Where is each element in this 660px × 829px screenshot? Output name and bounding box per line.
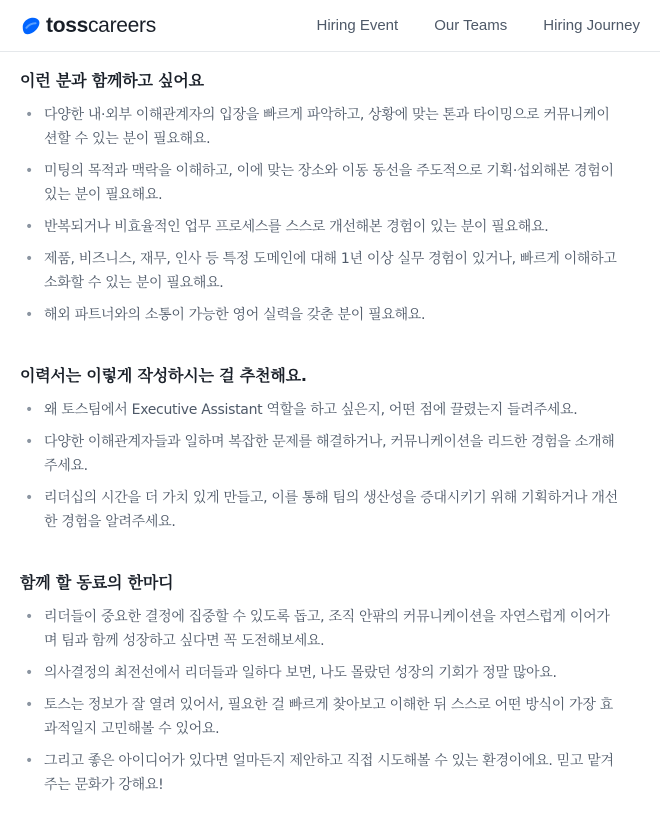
list-item: • 반복되거나 비효율적인 업무 프로세스를 스스로 개선해본 경험이 있는 분이 필요해요.: [20, 215, 620, 239]
list-item: • 다양한 내·외부 이해관계자의 입장을 빠르게 파악하고, 상황에 맞는 톤과 타이밍으로 커뮤니케이션할 수 있는 분이 필요해요.: [20, 103, 620, 151]
list-item: • 다양한 이해관계자들과 일하며 복잡한 문제를 해결하거나, 커뮤니케이션을 리드한 경험을 소개해주세요.: [20, 430, 620, 478]
list-item: • 리더십의 시간을 더 가치 있게 만들고, 이를 통해 팀의 생산성을 증대시키기 위해 기획하거나 개선한 경험을 알려주세요.: [20, 486, 620, 534]
job-description: [0, 52, 660, 797]
nav-our-teams[interactable]: Our Teams: [434, 17, 508, 34]
colleague-quotes-list: [20, 605, 640, 797]
top-header: [0, 0, 660, 52]
section-colleague-words: [20, 570, 640, 797]
list-item: • 해외 파트너와의 소통이 가능한 영어 실력을 갖춘 분이 필요해요.: [20, 303, 620, 327]
list-item: • 의사결정의 최전선에서 리더들과 일하다 보면, 나도 몰랐던 성장의 기회가 정말 많아요.: [20, 661, 620, 685]
section-title: 이력서는 이렇게 작성하시는 걸 추천해요.: [20, 366, 307, 385]
list-item: • 미팅의 목적과 맥락을 이해하고, 이에 맞는 장소와 이동 동선을 주도적으로 기획·섭외해본 경험이 있는 분이 필요해요.: [20, 159, 620, 207]
list-item: • 토스는 정보가 잘 열려 있어서, 필요한 걸 빠르게 찾아보고 이해한 뒤 스스로 어떤 방식이 가장 효과적일지 고민해볼 수 있어요.: [20, 693, 620, 741]
section-resume-tips: [20, 363, 640, 534]
section-ideal-candidate: [20, 68, 640, 327]
section-title: 이런 분과 함께하고 싶어요: [20, 71, 204, 90]
main-nav: [316, 17, 640, 34]
list-item: • 제품, 비즈니스, 재무, 인사 등 특정 도메인에 대해 1년 이상 실무 경험이 있거나, 빠르게 이해하고 소화할 수 있는 분이 필요해요.: [20, 247, 620, 295]
section-title: 함께 할 동료의 한마디: [20, 573, 174, 592]
resume-tips-list: [20, 398, 640, 534]
list-item: • 리더들이 중요한 결정에 집중할 수 있도록 돕고, 조직 안팎의 커뮤니케이션을 자연스럽게 이어가며 팀과 함께 성장하고 싶다면 꼭 도전해보세요.: [20, 605, 620, 653]
list-item: • 그리고 좋은 아이디어가 있다면 얼마든지 제안하고 직접 시도해볼 수 있는 환경이에요. 믿고 맡겨주는 문화가 강해요!: [20, 749, 620, 797]
requirements-list: [20, 103, 640, 327]
logo-text: tosscareers: [46, 13, 156, 37]
list-item: • 왜 토스팀에서 Executive Assistant 역할을 하고 싶은지, 어떤 점에 끌렸는지 들려주세요.: [20, 398, 620, 422]
nav-hiring-journey[interactable]: Hiring Journey: [543, 17, 640, 34]
toss-logo-icon: [20, 15, 42, 37]
toss-careers-logo[interactable]: [20, 14, 156, 38]
nav-hiring-event[interactable]: Hiring Event: [316, 17, 399, 34]
